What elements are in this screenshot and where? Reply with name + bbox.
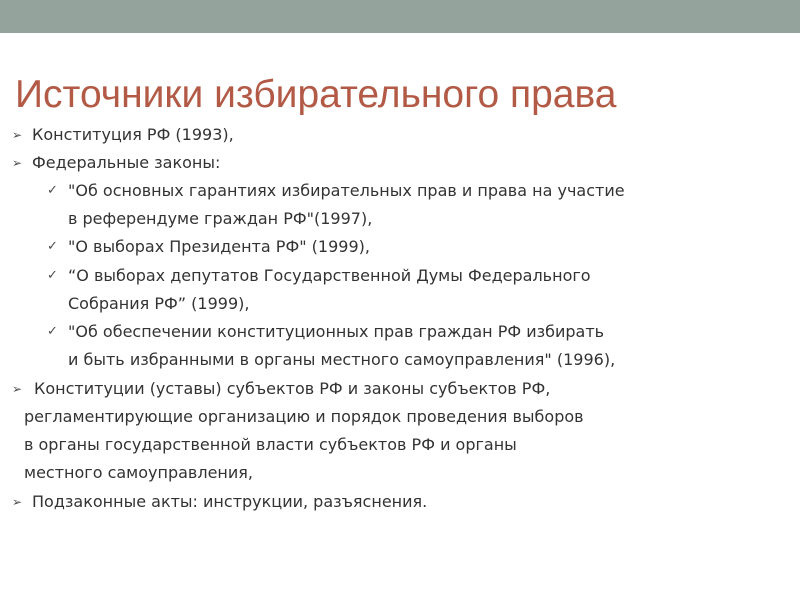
list-item-line: местного самоуправления, <box>24 463 253 482</box>
list-item-line: Собрания РФ” (1999), <box>68 294 250 313</box>
list-item-constitution <box>32 124 234 146</box>
checkmark-icon: ✓ <box>47 239 58 254</box>
list-item-line: регламентирующие организацию и порядок проведения выборов <box>24 407 584 426</box>
list-item-law-president <box>68 236 370 258</box>
arrowhead-bullet-icon: ➢ <box>12 382 23 396</box>
list-item-federal-laws <box>32 152 220 174</box>
list-item-line: Конституция РФ (1993), <box>32 125 234 144</box>
list-item-line: Федеральные законы: <box>32 153 221 172</box>
list-item-bylaws <box>32 491 427 513</box>
list-item-line: и быть избранными в органы местного самоуправления" (1996), <box>68 350 616 369</box>
arrowhead-bullet-icon: ➢ <box>12 156 23 170</box>
list-item-line: в органы государственной власти субъектов РФ и органы <box>24 435 517 454</box>
list-item-law-local-government <box>68 321 615 371</box>
list-item-line: "О выборах Президента РФ" (1999), <box>68 237 370 256</box>
list-item-law-guarantees <box>68 180 625 230</box>
list-item-line: “О выборах депутатов Государственной Думы Федерального <box>68 266 591 285</box>
slide-title: Источники избирательного права <box>15 73 617 116</box>
arrowhead-bullet-icon: ➢ <box>12 128 23 142</box>
list-item-line: в референдуме граждан РФ"(1997), <box>68 209 373 228</box>
list-item-line: Подзаконные акты: инструкции, разъяснения. <box>32 492 428 511</box>
arrowhead-bullet-icon: ➢ <box>12 495 23 509</box>
list-item-line: "Об обеспечении конституционных прав граждан РФ избирать <box>68 322 605 341</box>
list-item-law-duma <box>68 265 591 315</box>
checkmark-icon: ✓ <box>47 183 58 198</box>
list-item-regional-laws <box>24 378 584 484</box>
list-item-line: Конституции (уставы) субъектов РФ и законы субъектов РФ, <box>34 379 551 398</box>
checkmark-icon: ✓ <box>47 268 58 283</box>
list-item-line: "Об основных гарантиях избирательных прав и права на участие <box>68 181 625 200</box>
checkmark-icon: ✓ <box>47 324 58 339</box>
header-bar <box>0 0 800 33</box>
